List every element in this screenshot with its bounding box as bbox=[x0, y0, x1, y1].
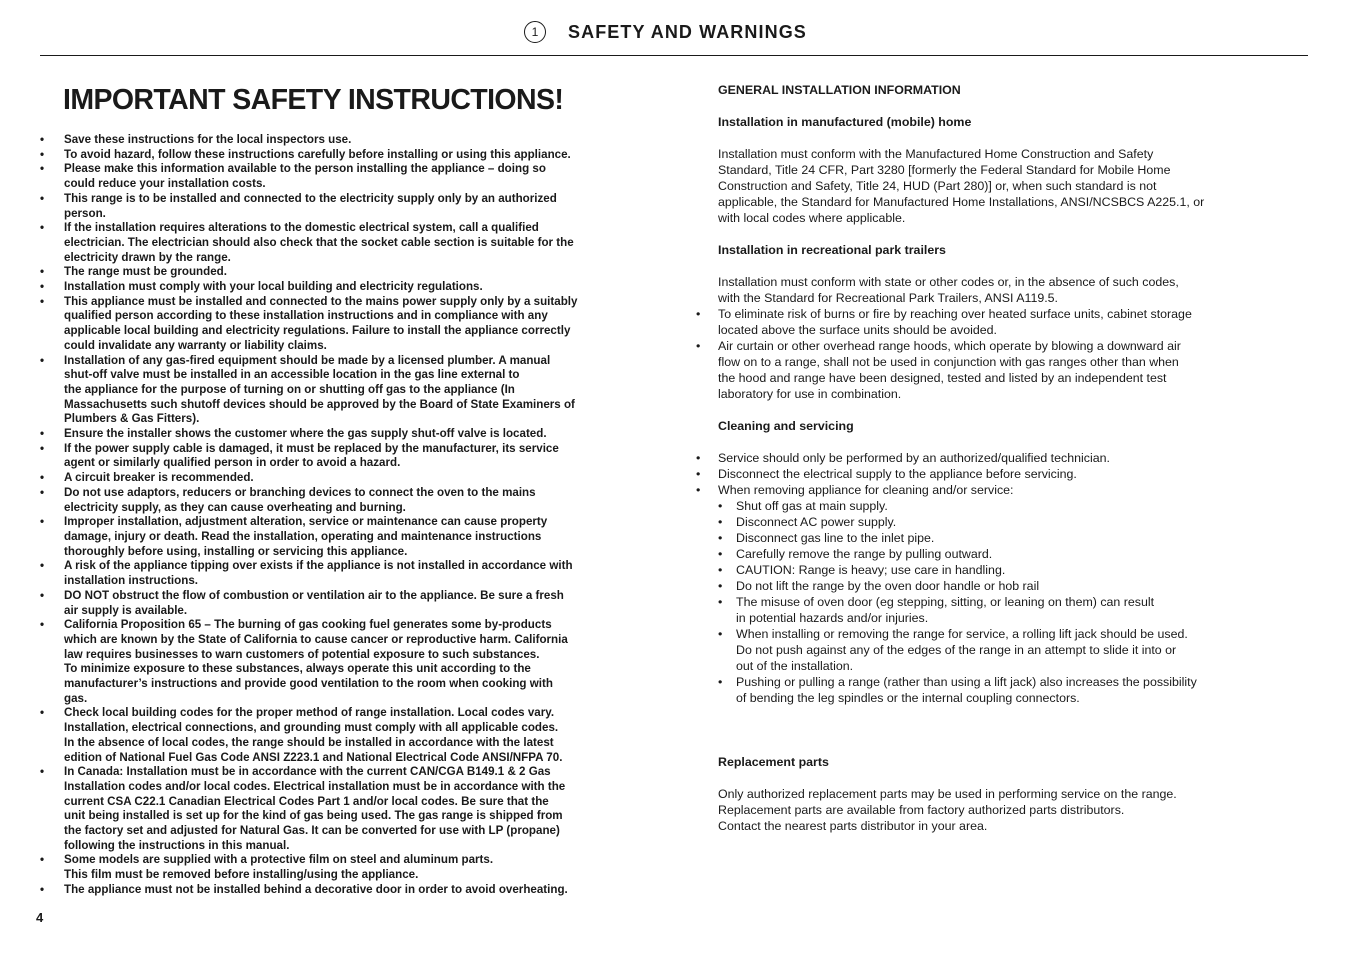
list-item: • Some models are supplied with a protective film on steel and aluminum parts. This film must be removed before installing/using the appliance. bbox=[40, 853, 676, 882]
list-item: • Air curtain or other overhead range hoods, which operate by blowing a downward air flow on to a range, shall not be used in conjunction with gas ranges other than when the hood and range have been designed, tested and listed by an independent test laboratory for use in combination. bbox=[696, 338, 1286, 402]
list-item: • Check local building codes for the proper method of range installation. Local codes vary. Installation, electrical connections, and grounding must comply with all applicable codes. In the absence of local codes, the range should be installed in accordance with the latest edition of National Fuel Gas Code ANSI Z223.1 and National Electrical Code ANSI/NFPA 70. bbox=[40, 706, 676, 765]
list-item: • Do not use adaptors, reducers or branching devices to connect the oven to the mains electricity supply, as they can cause overheating and burning. bbox=[40, 486, 676, 515]
park-trailers-text: Installation must conform with state or other codes or, in the absence of such codes, with the Standard for Recreational Park Trailers, ANSI A119.5. bbox=[718, 275, 1179, 305]
list-item: • Save these instructions for the local inspectors use. bbox=[40, 133, 676, 148]
list-item: • If the power supply cable is damaged, it must be replaced by the manufacturer, its service agent or similarly qualified person in order to avoid a hazard. bbox=[40, 442, 676, 471]
list-item: • In Canada: Installation must be in accordance with the current CAN/CGA B149.1 & 2 Gas Installation codes and/or local codes. Electrical installation must be in accordance with the current CSA C22.1 Canadian Electrical Codes Part 1 and/or local codes. Be sure that the unit being installed is set up for the kind of gas being used. The gas range is shipped from the factory set and adjusted for Natural Gas. It can be converted for use with LP (propane) following the instructions in this manual. bbox=[40, 765, 676, 853]
park-trailers-heading: Installation in recreational park trailers bbox=[718, 243, 946, 257]
list-item: • Disconnect gas line to the inlet pipe. bbox=[696, 530, 1286, 546]
list-item: • This appliance must be installed and connected to the mains power supply only by a suitably qualified person according to these installation instructions and in compliance with any applicable local building and electricity regulations. Failure to install the appliance correctly could invalidate any warranty or liability claims. bbox=[40, 295, 676, 354]
list-item: • Improper installation, adjustment alteration, service or maintenance can cause property damage, injury or death. Read the installation, operating and maintenance instructions thoroughly before using, installing or servicing this appliance. bbox=[40, 515, 676, 559]
mobile-home-text: Installation must conform with the Manufactured Home Construction and Safety Standard, Title 24 CFR, Part 3280 [formerly the Federal Standard for Mobile Home Construction and Safety, Title 24, HUD (Part 280)] or, when such standard is not applicable, the Standard for Manufactured Home Installations, ANSI/NCSBCS A225.1, or with local codes where applicable. bbox=[718, 147, 1205, 225]
cleaning-list bbox=[696, 450, 1286, 498]
section-title: SAFETY AND WARNINGS bbox=[568, 22, 807, 42]
general-installation-heading: GENERAL INSTALLATION INFORMATION bbox=[718, 83, 961, 97]
list-item: • Disconnect AC power supply. bbox=[696, 514, 1286, 530]
list-item: • Shut off gas at main supply. bbox=[696, 498, 1286, 514]
cleaning-heading: Cleaning and servicing bbox=[718, 419, 854, 433]
header-divider bbox=[40, 55, 1308, 56]
list-item: • This range is to be installed and connected to the electricity supply only by an authorized person. bbox=[40, 192, 676, 221]
list-item: • Ensure the installer shows the customer where the gas supply shut-off valve is located. bbox=[40, 427, 676, 442]
park-trailers-list bbox=[696, 306, 1286, 402]
list-item: • Installation must comply with your local building and electricity regulations. bbox=[40, 280, 676, 295]
list-item: • DO NOT obstruct the flow of combustion or ventilation air to the appliance. Be sure a fresh air supply is available. bbox=[40, 589, 676, 618]
installation-info-column bbox=[696, 82, 1286, 834]
replacement-parts-heading: Replacement parts bbox=[718, 755, 829, 769]
list-item: • To avoid hazard, follow these instructions carefully before installing or using this appliance. bbox=[40, 148, 676, 163]
list-item: • Installation of any gas-fired equipment should be made by a licensed plumber. A manual shut-off valve must be installed in an accessible location in the gas line external to the appliance for the purpose of turning on or shutting off gas to the appliance (In Massachusetts such shutoff devices should be approved by the Board of State Examiners of Plumbers & Gas Fitters). bbox=[40, 354, 676, 428]
list-item: • Do not lift the range by the oven door handle or hob rail bbox=[696, 578, 1286, 594]
list-item: • When removing appliance for cleaning and/or service: bbox=[696, 482, 1286, 498]
list-item: • The appliance must not be installed behind a decorative door in order to avoid overheating. bbox=[40, 883, 676, 898]
list-item: • A risk of the appliance tipping over exists if the appliance is not installed in accordance with installation instructions. bbox=[40, 559, 676, 588]
mobile-home-heading: Installation in manufactured (mobile) home bbox=[718, 115, 972, 129]
page-number: 4 bbox=[36, 910, 44, 925]
list-item: • When installing or removing the range for service, a rolling lift jack should be used. Do not push against any of the edges of the range in an attempt to slide it into or out of the installation. bbox=[696, 626, 1286, 674]
safety-list bbox=[40, 133, 676, 898]
list-item: • A circuit breaker is recommended. bbox=[40, 471, 676, 486]
list-item: • Pushing or pulling a range (rather than using a lift jack) also increases the possibility of bending the leg spindles or the internal coupling connectors. bbox=[696, 674, 1286, 706]
list-item: • CAUTION: Range is heavy; use care in handling. bbox=[696, 562, 1286, 578]
safety-instructions-column bbox=[40, 82, 676, 898]
section-header bbox=[40, 20, 1308, 54]
list-item: • If the installation requires alterations to the domestic electrical system, call a qualified electrician. The electrician should also check that the socket cable section is suitable for the electricity drawn by the range. bbox=[40, 221, 676, 265]
list-item: • The range must be grounded. bbox=[40, 265, 676, 280]
list-item: • To eliminate risk of burns or fire by reaching over heated surface units, cabinet storage located above the surface units should be avoided. bbox=[696, 306, 1286, 338]
list-item: • California Proposition 65 – The burning of gas cooking fuel generates some by-products which are known by the State of California to cause cancer or reproductive harm. California law requires businesses to warn customers of potential exposure to such substances. To minimize exposure to these substances, always operate this unit according to the manufacturer’s instructions and provide good ventilation to the room when cooking with gas. bbox=[40, 618, 676, 706]
list-item: • Carefully remove the range by pulling outward. bbox=[696, 546, 1286, 562]
list-item: • Service should only be performed by an authorized/qualified technician. bbox=[696, 450, 1286, 466]
list-item: • Please make this information available to the person installing the appliance – doing so could reduce your installation costs. bbox=[40, 162, 676, 191]
section-number-badge: 1 bbox=[524, 21, 546, 43]
page-title: IMPORTANT SAFETY INSTRUCTIONS! bbox=[63, 84, 564, 116]
cleaning-sub-list bbox=[696, 498, 1286, 706]
replacement-parts-text: Only authorized replacement parts may be used in performing service on the range. Replacement parts are available from factory authorized parts distributors. Contact the nearest parts distributor in your area. bbox=[718, 787, 1177, 833]
list-item: • The misuse of oven door (eg stepping, sitting, or leaning on them) can result in potential hazards and/or injuries. bbox=[696, 594, 1286, 626]
list-item: • Disconnect the electrical supply to the appliance before servicing. bbox=[696, 466, 1286, 482]
